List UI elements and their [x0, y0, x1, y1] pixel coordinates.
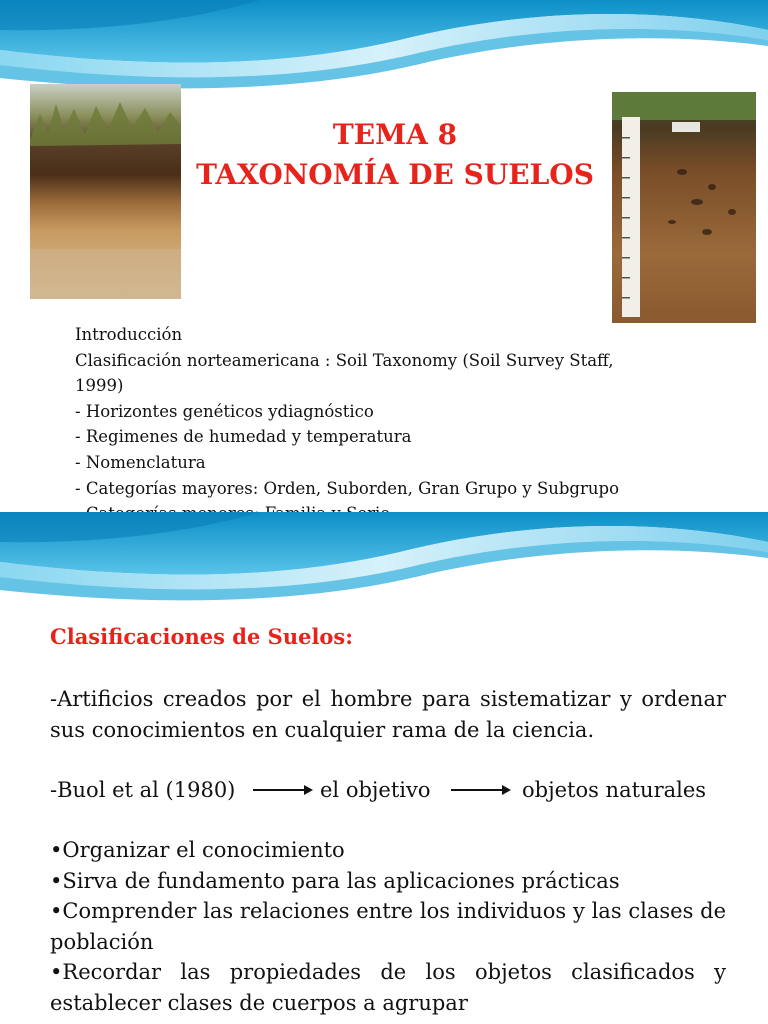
intro-line: 1999) [75, 376, 124, 396]
slide-title-line-2: TAXONOMÍA DE SUELOS [196, 158, 594, 191]
slide-title-line-1: TEMA 8 [332, 118, 458, 151]
introduction-list [75, 322, 695, 527]
right-arrow-icon [451, 789, 509, 791]
bullet-list [50, 835, 726, 1018]
buol-natural-objects: objetos naturales [522, 778, 707, 802]
buol-objective: el objetivo [320, 778, 431, 802]
bullet-item: •Organizar el conocimiento [50, 838, 345, 862]
bullet-item: •Recordar las propiedades de los objetos clasificados y establecer clases de cuerpos a agrupar [50, 960, 726, 1015]
bullet-item: •Sirva de fundamento para las aplicaciones prácticas [50, 868, 620, 893]
intro-line: Introducción [75, 325, 183, 344]
buol-reference: -Buol et al (1980) [50, 778, 236, 802]
definition-paragraph: -Artificios creados por el hombre para sistematizar y ordenar sus conocimientos en cualquier rama de la ciencia. [50, 687, 726, 742]
soil-profile-photo-left [30, 84, 181, 299]
intro-line: - Regimenes de humedad y temperatura [75, 427, 412, 447]
slide-2 [0, 512, 768, 1024]
bullet-item: •Comprender las relaciones entre los individuos y las clases de población [50, 899, 726, 954]
intro-line: - Horizontes genéticos ydiagnóstico [75, 401, 374, 421]
buol-line [50, 775, 726, 805]
right-arrow-icon [253, 789, 311, 791]
intro-line: - Nomenclatura [75, 452, 206, 472]
intro-line: Clasificación norteamericana : Soil Taxonomy (Soil Survey Staff, [75, 350, 614, 370]
slide-2-title: Clasificaciones de Suelos: [50, 624, 354, 649]
intro-line: - Categorías mayores: Orden, Suborden, Gran Grupo y Subgrupo [75, 478, 620, 498]
soil-profile-photo-right [612, 92, 756, 323]
header-wave-decoration [0, 512, 768, 612]
